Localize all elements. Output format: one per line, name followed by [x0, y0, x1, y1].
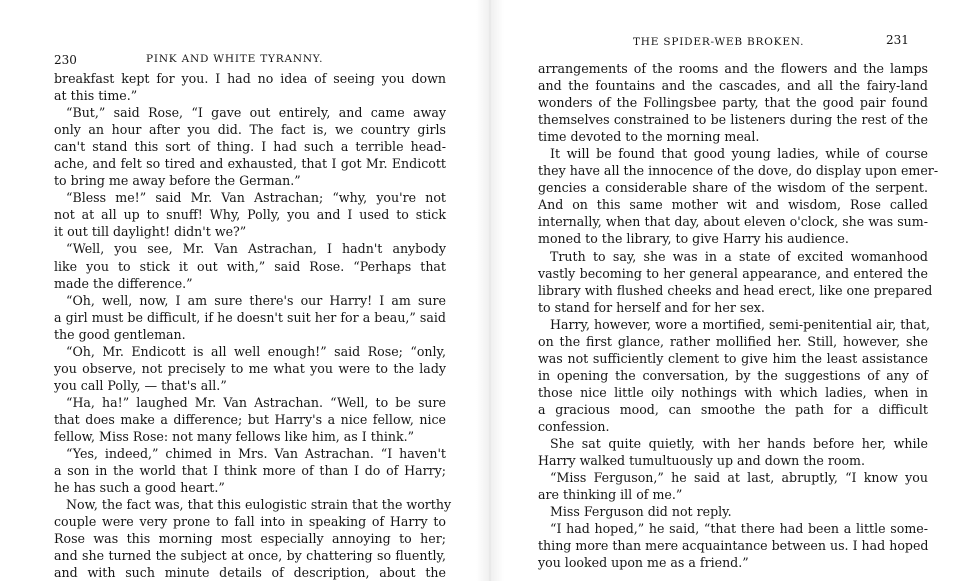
text-line: in opening the conversation, by the suggestions of any of: [538, 367, 928, 383]
text-line: breakfast kept for you. I had no idea of seeing you down: [54, 71, 446, 86]
text-line: they have all the innocence of the dove, do display upon emer-: [538, 163, 939, 179]
text-line: and she turned the subject at once, by chattering so fluently,: [54, 548, 446, 564]
right-page-number: 231: [886, 33, 909, 47]
text-line: was not sufficiently clement to give him the least assistance: [538, 350, 928, 366]
text-line: Harry walked tumultuously up and down the room.: [538, 453, 865, 469]
text-line: to bring me away before the German.”: [54, 173, 301, 189]
text-line: you call Polly, — that's all.”: [54, 377, 227, 393]
text-line: library with flushed cheeks and head erect, like one prepared: [538, 282, 933, 298]
text-line: and the fountains and the cascades, and all the fairy-land: [538, 78, 928, 94]
text-line: confession.: [538, 418, 610, 434]
text-line: “Well, you see, Mr. Van Astrachan, I hadn't anybody: [66, 241, 446, 257]
text-line: fellow, Miss Rose: not many fellows like him, as I think.”: [54, 428, 415, 444]
right-page: [490, 0, 980, 581]
text-line: “I had hoped,” he said, “that there had been a little some-: [550, 521, 928, 537]
text-line: a gracious mood, can smoothe the path for a difficult: [538, 401, 928, 417]
text-line: vastly becoming to her general appearance, and entered the: [538, 265, 928, 281]
text-line: Now, the fact was, that this eulogistic strain that the worthy: [66, 497, 452, 513]
text-line: you observe, not precisely to me what you were to the lady: [54, 360, 446, 376]
text-line: “Ha, ha!” laughed Mr. Van Astrachan. “Well, to be sure: [66, 394, 446, 410]
text-line: you looked upon me as a friend.”: [538, 555, 749, 571]
text-line: a son in the world that I think more of than I do of Harry;: [54, 463, 446, 479]
left-page-number: 230: [54, 53, 77, 67]
text-line: time devoted to the morning meal.: [538, 129, 760, 145]
text-line: couple were very prone to fall into in speaking of Harry to: [54, 514, 446, 530]
text-line: themselves constrained to be listeners during the rest of the: [538, 112, 928, 128]
text-line: She sat quite quietly, with her hands before her, while: [550, 436, 928, 452]
text-line: the good gentleman.: [54, 326, 186, 342]
right-running-header: THE SPIDER-WEB BROKEN.: [633, 36, 805, 48]
text-line: not at all up to snuff! Why, Polly, you and I used to stick: [54, 207, 446, 223]
text-line: those nice little oily nothings with which ladies, when in: [538, 384, 928, 400]
text-line: that does make a difference; but Harry's a nice fellow, nice: [54, 411, 446, 427]
text-line: “But,” said Rose, “I gave out entirely, and came away: [66, 105, 446, 121]
text-line: made the difference.”: [54, 275, 193, 291]
text-line: ache, and felt so tired and exhausted, that I got Mr. Endicott: [54, 156, 446, 172]
text-line: “Bless me!” said Mr. Van Astrachan; “why, you're not: [66, 190, 446, 206]
text-line: can't stand this sort of thing. I had such a terrible head-: [54, 139, 446, 155]
text-line: to stand for herself and for her sex.: [538, 299, 765, 315]
text-line: thing more than mere acquaintance between us. I had hoped: [538, 538, 929, 554]
text-line: wonders of the Follingsbee party, that the good pair found: [538, 95, 928, 111]
left-page-text: [54, 70, 452, 581]
right-page-text: [538, 60, 939, 571]
book-spine-shadow: [476, 0, 504, 581]
text-line: gencies a considerable share of the wisdom of the serpent.: [538, 180, 928, 196]
text-line: he has such a good heart.”: [54, 480, 225, 496]
text-line: Miss Ferguson did not reply.: [550, 504, 732, 520]
text-line: Rose was this morning most especially annoying to her;: [54, 531, 446, 547]
text-line: like you to stick it out with,” said Rose. “Perhaps that: [54, 258, 446, 274]
text-line: And on this same mother wit and wisdom, Rose called: [538, 197, 928, 213]
text-line: it out till daylight! didn't we?”: [54, 224, 247, 240]
text-line: on the first glance, rather mollified her. Still, however, she: [538, 333, 928, 349]
text-line: It will be found that good young ladies, while of course: [550, 146, 928, 162]
text-line: only an hour after you did. The fact is, we country girls: [54, 122, 446, 138]
text-line: “Oh, well, now, I am sure there's our Harry! I am sure: [66, 292, 446, 308]
text-line: internally, when that day, about eleven o'clock, she was sum-: [538, 214, 928, 230]
text-line: a girl must be difficult, if he doesn't suit her for a beau,” said: [54, 309, 446, 325]
text-line: at this time.”: [54, 88, 138, 104]
text-line: moned to the library, to give Harry his audience.: [538, 231, 849, 247]
text-line: are thinking ill of me.”: [538, 487, 683, 503]
text-line: arrangements of the rooms and the flowers and the lamps: [538, 61, 928, 76]
text-line: “Miss Ferguson,” he said at last, abruptly, “I know you: [550, 470, 928, 486]
text-line: Harry, however, wore a mortified, semi-penitential air, that,: [550, 316, 930, 332]
text-line: and with such minute details of description, about the: [54, 565, 446, 581]
left-running-header: PINK AND WHITE TYRANNY.: [146, 53, 324, 65]
text-line: Truth to say, she was in a state of excited womanhood: [550, 248, 928, 264]
text-line: “Yes, indeed,” chimed in Mrs. Van Astrachan. “I haven't: [66, 446, 446, 462]
text-line: “Oh, Mr. Endicott is all well enough!” said Rose; “only,: [66, 343, 446, 359]
